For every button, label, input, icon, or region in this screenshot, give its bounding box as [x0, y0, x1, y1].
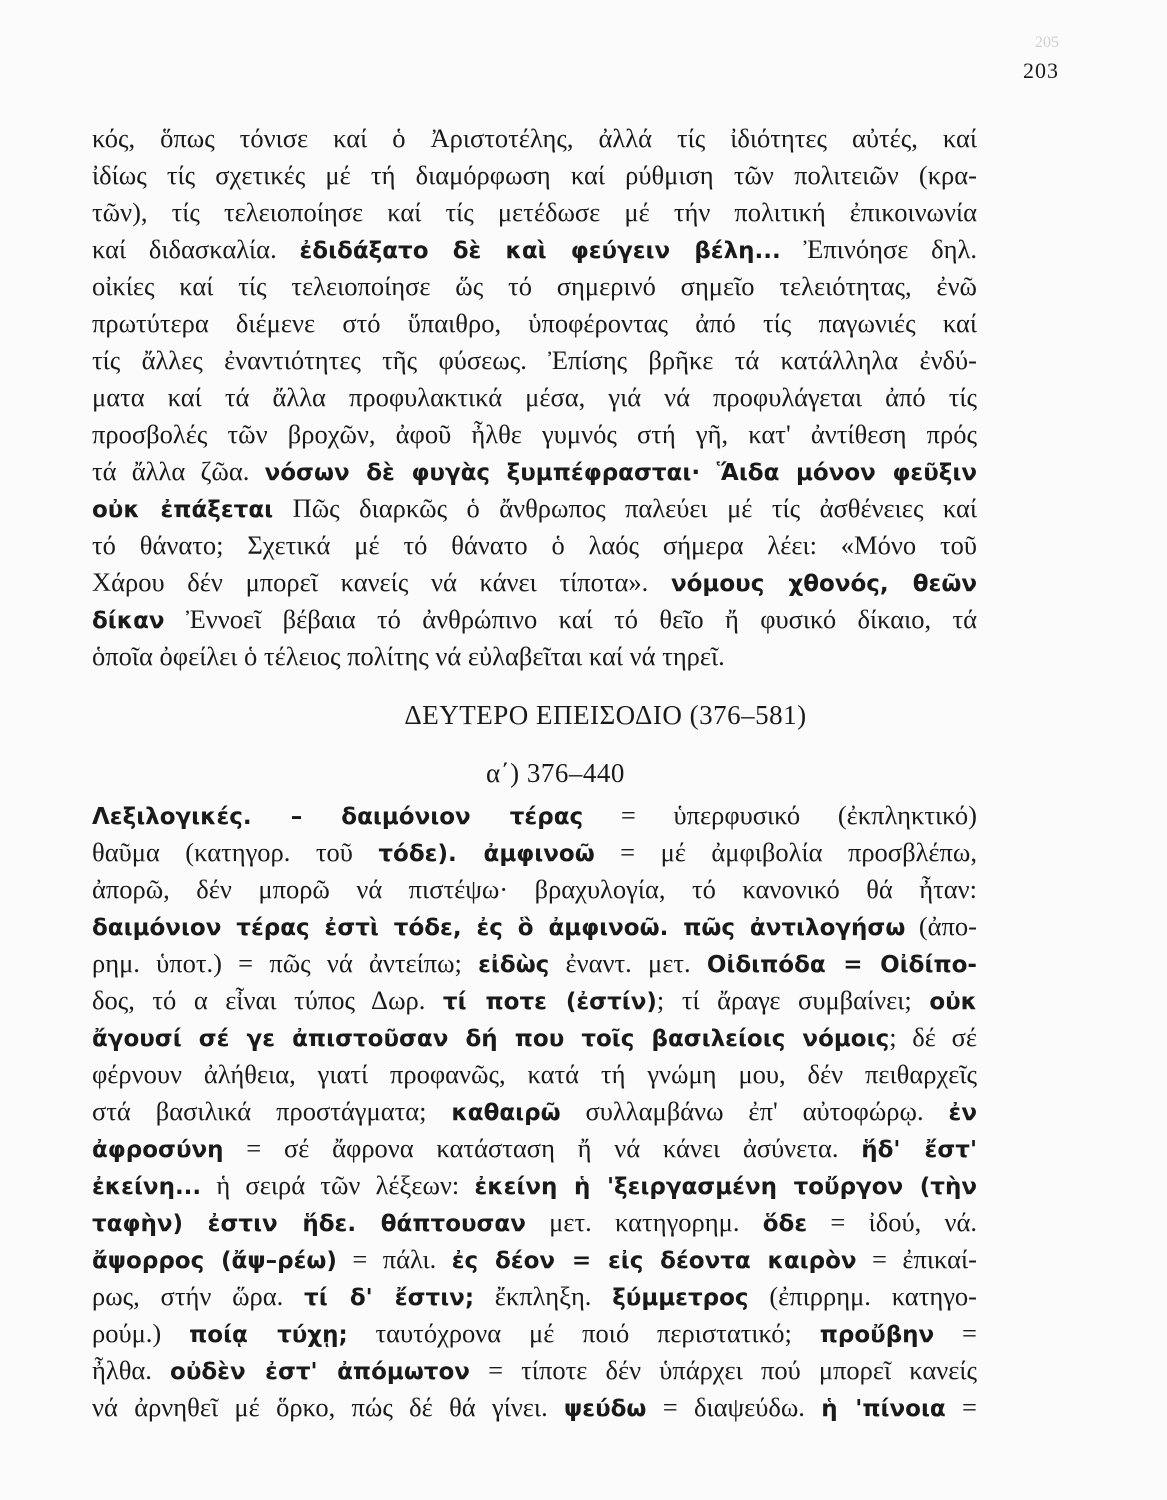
- text-line: [92, 1204, 977, 1241]
- text-run: νά ἀρνηθεῖ μέ ὅρκο, πώς δέ θά γίνει.: [92, 1392, 565, 1422]
- text-run: ἡ σειρά τῶν λέξεων:: [201, 1170, 475, 1200]
- text-line: [92, 945, 977, 982]
- text-line: [92, 305, 977, 342]
- text-line: [92, 120, 977, 157]
- text-line: [92, 453, 977, 490]
- text-run: ὁποῖα ὀφείλει ὁ τέλειος πολίτης νά εὐλαβεῖται καί νά τηρεῖ.: [92, 641, 725, 671]
- text-run: = μέ ἀμφιβολία προσβλέπω,: [594, 837, 977, 867]
- text-run: τῶν), τίς τελειοποίησε καί τίς μετέδωσε μέ τήν πολιτική ἐπικοινωνία: [92, 197, 977, 227]
- text-run: Ἐπινόησε δηλ.: [780, 234, 977, 264]
- text-run: κός, ὅπως τόνισε καί ὁ Ἀριστοτέλης, ἀλλά τίς ἰδιότητες αὐτές, καί: [92, 123, 977, 153]
- text-line: [92, 1352, 977, 1389]
- lemma-term: ἀφροσύνη: [92, 1137, 224, 1163]
- text-line: [92, 342, 977, 379]
- text-line: [92, 601, 977, 638]
- text-line: [92, 1389, 977, 1426]
- lemma-term: νόμους χθονός, θεῶν: [670, 571, 977, 597]
- lemma-term: ξύμμετρος: [612, 1285, 749, 1311]
- lemma-term: οὐκ ἐπάξεται: [92, 497, 274, 523]
- lemma-term: ἐν: [948, 1100, 977, 1126]
- lemma-term: ὅδε: [762, 1211, 808, 1237]
- lemma-term: δαιμόνιον τέρας ἐστὶ τόδε, ἐς ὃ ἀμφινοῶ. πῶς ἀντιλογήσω: [92, 915, 906, 941]
- lemma-term: νόσων δὲ φυγὰς ξυμπέφρασται· Ἅιδα μόνον φεῦξιν: [264, 460, 977, 486]
- text-run: Χάρου δέν μπορεῖ κανείς νά κάνει τίποτα».: [92, 567, 671, 597]
- text-run: καί διδασκαλία.: [92, 234, 300, 264]
- text-run: ταυτόχρονα μέ ποιό περιστατικό;: [347, 1318, 820, 1348]
- text-run: = τίποτε δέν ὑπάρχει πού μπορεῖ κανείς: [469, 1355, 977, 1385]
- text-line: [92, 871, 977, 908]
- text-line: [92, 982, 977, 1019]
- text-run: ἐναντ. μετ.: [549, 948, 707, 978]
- text-line: [92, 1019, 977, 1056]
- text-line: [92, 1130, 977, 1167]
- lemma-term: ψεύδω: [564, 1396, 647, 1422]
- text-run: μετ. κατηγορημ.: [525, 1207, 763, 1237]
- text-line: [92, 1315, 977, 1352]
- text-line: [92, 1093, 977, 1130]
- text-run: ; τί ἄραγε συμβαίνει;: [656, 985, 930, 1015]
- text-line: [92, 157, 977, 194]
- text-line: [92, 908, 977, 945]
- text-run: πρωτύτερα διέμενε στό ὕπαιθρο, ὑποφέροντας ἀπό τίς παγωνιές καί: [92, 308, 977, 338]
- text-run: = ἐπικαί-: [856, 1244, 977, 1274]
- text-run: = ἰδού, νά.: [807, 1207, 977, 1237]
- lemma-term: ποίᾳ τύχῃ;: [189, 1322, 348, 1348]
- text-run: συλλαμβάνω ἐπ' αὐτοφώρῳ.: [560, 1096, 949, 1126]
- lemma-term: προὔβην: [819, 1322, 935, 1348]
- text-run: προσβολές τῶν βροχῶν, ἀφοῦ ἦλθε γυμνός στή γῆ, κατ' ἀντίθεση πρός: [92, 419, 977, 449]
- text-run: = σέ ἄφρονα κατάσταση ἤ νά κάνει ἀσύνετα.: [223, 1133, 862, 1163]
- text-run: δος, τό α εἶναι τύπος Δωρ.: [92, 985, 443, 1015]
- text-line: [92, 416, 977, 453]
- lemma-term: ἐκείνη...: [92, 1174, 202, 1200]
- text-run: ματα καί τά ἄλλα προφυλακτικά μέσα, γιά νά προφυλάγεται ἀπό τίς: [92, 382, 977, 412]
- lemma-term: ἄγουσί σέ γε ἀπιστοῦσαν δή που τοῖς βασιλείοις νόμοις: [92, 1026, 890, 1052]
- text-line: [92, 194, 977, 231]
- text-run: τό θάνατο; Σχετικά μέ τό θάνατο ὁ λαός σήμερα λέει: «Μόνο τοῦ: [92, 530, 977, 560]
- lemma-term: ἡ 'πίνοια: [821, 1396, 946, 1422]
- text-run: θαῦμα (κατηγορ. τοῦ: [92, 837, 379, 867]
- text-line: [92, 527, 977, 564]
- lemma-term: ἄψορρος (ἄψ–ρέω): [92, 1248, 337, 1274]
- text-run: (ἀπο-: [905, 911, 977, 941]
- lemma-term: καθαιρῶ: [451, 1100, 561, 1126]
- text-run: (ἐπιρρημ. κατηγο-: [748, 1281, 977, 1311]
- text-run: ἰδίως τίς σχετικές μέ τή διαμόρφωση καί ρύθμιση τῶν πολιτειῶν (κρα-: [92, 160, 977, 190]
- lemma-term: ἐδιδάξατο δὲ καὶ φεύγειν βέλη...: [299, 238, 781, 264]
- text-line: [92, 564, 977, 601]
- text-run: ρημ. ὑποτ.) = πῶς νά ἀντείπω;: [92, 948, 479, 978]
- text-line: [92, 490, 977, 527]
- lemma-term: τί δ' ἔστιν;: [304, 1285, 475, 1311]
- text-run: φέρνουν ἀλήθεια, γιατί προφανῶς, κατά τή γνώμη μου, δέν πειθαρχεῖς: [92, 1059, 977, 1089]
- lemma-term: ἥδ' ἔστ': [861, 1137, 977, 1163]
- text-run: = πάλι.: [336, 1244, 452, 1274]
- lemma-term: τόδε). ἀμφινοῶ: [378, 841, 595, 867]
- lemma-term: ἐκείνη ἡ 'ξειργασμένη τοὔργον (τὴν: [474, 1174, 977, 1200]
- page-number-faint: 205: [1035, 34, 1059, 51]
- lemma-term: τί ποτε (ἐστίν): [442, 989, 657, 1015]
- text-run: Ἐννοεῖ βέβαια τό ἀνθρώπινο καί τό θεῖο ἤ φυσικό δίκαιο, τά: [164, 604, 977, 634]
- text-line: [92, 1056, 977, 1093]
- text-run: στά βασιλικά προστάγματα;: [92, 1096, 452, 1126]
- page-number: 203: [1023, 58, 1059, 83]
- text-run: =: [934, 1318, 977, 1348]
- lemma-term: ἐς δέον = εἰς δέοντα καιρὸν: [451, 1248, 857, 1274]
- text-run: Πῶς διαρκῶς ὁ ἄνθρωπος παλεύει μέ τίς ἀσθένειες καί: [273, 493, 977, 523]
- lemma-term: δίκαν: [92, 608, 165, 634]
- lemma-term: Οἰδιπόδα = Οἰδίπο-: [706, 952, 977, 978]
- text-line: [92, 638, 977, 675]
- text-line: [92, 797, 977, 834]
- text-run: οἰκίες καί τίς τελειοποίησε ὥς τό σημερινό σημεῖο τελειότητας, ἐνῶ: [92, 271, 977, 301]
- text-line: [92, 1278, 977, 1315]
- text-run: ρως, στήν ὥρα.: [92, 1281, 305, 1311]
- text-run: ἔκπληξη.: [474, 1281, 613, 1311]
- text-run: =: [945, 1392, 977, 1422]
- text-line: [92, 1241, 977, 1278]
- vocabulary-paragraph: [92, 797, 977, 1426]
- text-line: [92, 231, 977, 268]
- commentary-paragraph-1: [92, 120, 977, 675]
- text-line: [92, 1167, 977, 1204]
- text-run: ἦλθα.: [92, 1355, 171, 1385]
- lemma-term: Λεξιλογικές. – δαιμόνιον τέρας: [92, 804, 584, 830]
- lemma-term: οὐκ: [929, 989, 977, 1015]
- section-heading: α΄) 376–440: [486, 758, 625, 788]
- text-line: [92, 834, 977, 871]
- lemma-term: ταφὴν) ἐστιν ἥδε. θάπτουσαν: [92, 1211, 526, 1237]
- text-run: = ὑπερφυσικό (ἐκπληκτικό): [583, 800, 977, 830]
- text-line: [92, 379, 977, 416]
- lemma-term: εἰδὼς: [478, 952, 550, 978]
- text-run: τά ἄλλα ζῶα.: [92, 456, 265, 486]
- text-run: τίς ἄλλες ἐναντιότητες τῆς φύσεως. Ἐπίσης βρῆκε τά κατάλληλα ἐνδύ-: [92, 345, 977, 375]
- text-line: [92, 268, 977, 305]
- text-run: ρούμ.): [92, 1318, 190, 1348]
- text-run: ; δέ σέ: [889, 1022, 977, 1052]
- episode-heading: ΔΕΥΤΕΡΟ ΕΠΕΙΣΟΔΙΟ (376–581): [404, 700, 807, 730]
- text-run: ἀπορῶ, δέν μπορῶ νά πιστέψω· βραχυλογία, τό κανονικό θά ἦταν:: [92, 874, 977, 904]
- text-run: = διαψεύδω.: [646, 1392, 822, 1422]
- lemma-term: οὐδὲν ἐστ' ἀπόμωτον: [170, 1359, 470, 1385]
